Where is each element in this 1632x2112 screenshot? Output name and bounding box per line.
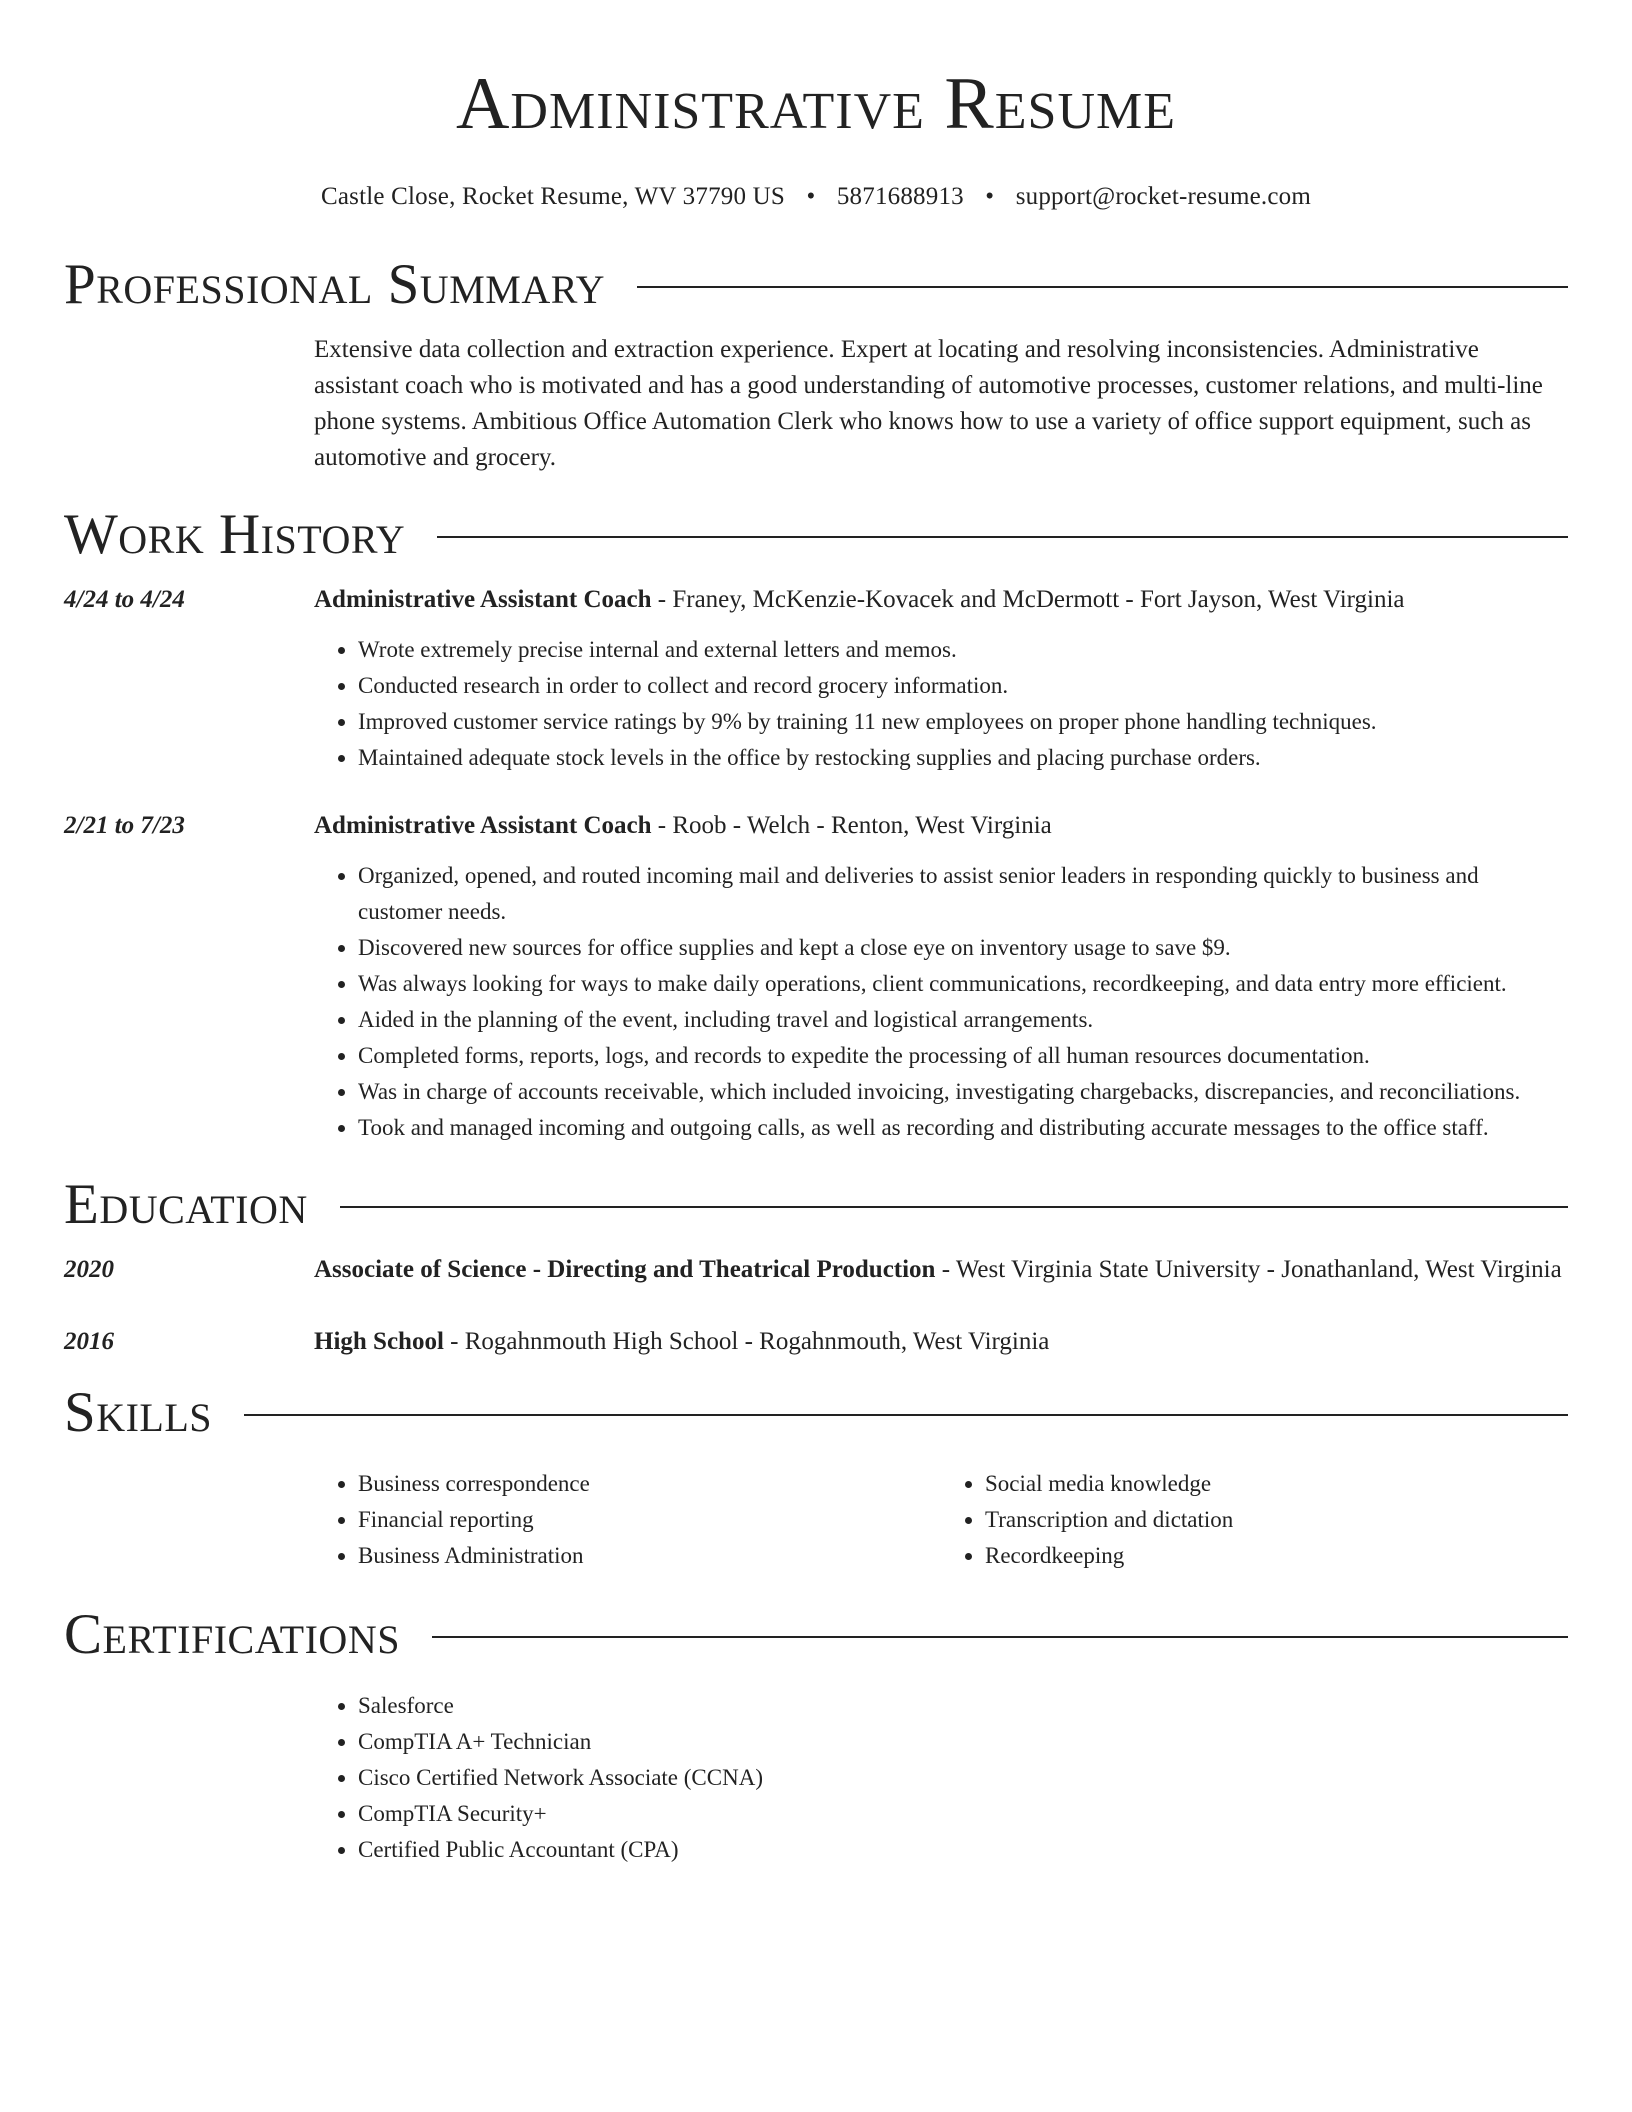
list-item: • Organized, opened, and routed incoming mail and deliveries to assist senior leaders in responding quickly to business and customer needs. <box>358 858 1568 930</box>
education-section-header <box>64 1172 1568 1238</box>
list-item: • Was always looking for ways to make daily operations, client communications, recordkeeping, and data entry more efficient. <box>358 966 1568 1002</box>
education-degree: High School <box>314 1328 444 1355</box>
list-item: • Discovered new sources for office supplies and kept a close eye on inventory usage to save $9. <box>358 930 1568 966</box>
contact-line <box>64 180 1568 214</box>
certifications-list <box>314 1688 1568 1868</box>
list-item: • Salesforce <box>358 1688 1568 1724</box>
education-entry <box>64 1324 1568 1360</box>
list-item: • CompTIA Security+ <box>358 1796 1568 1832</box>
job-entry <box>64 808 1568 1146</box>
summary-row <box>64 332 1568 476</box>
education-year: 2020 <box>64 1256 114 1283</box>
education-degree: Associate of Science - Directing and Theatrical Production <box>314 1256 936 1283</box>
contact-email: support@rocket-resume.com <box>1015 183 1311 210</box>
education-heading: Education <box>64 1173 308 1236</box>
work-heading: Work History <box>64 503 406 566</box>
summary-heading: Professional Summary <box>64 253 606 316</box>
summary-text: Extensive data collection and extraction experience. Expert at locating and resolving inconsistencies. Administrative assistant coach who is motivated and has a good understanding of automotive processes, customer relations, and multi-line phone systems. Ambitious Office Automation Clerk who knows how to use a variety of office support equipment, such as automotive and grocery. <box>314 336 1543 471</box>
skills-list-right <box>941 1466 1568 1574</box>
summary-section-header <box>64 252 1568 318</box>
contact-separator: • <box>806 183 816 210</box>
list-item: • CompTIA A+ Technician <box>358 1724 1568 1760</box>
contact-separator: • <box>985 183 995 210</box>
list-item: • Wrote extremely precise internal and external letters and memos. <box>358 632 1568 668</box>
list-item: • Conducted research in order to collect and record grocery information. <box>358 668 1568 704</box>
education-year: 2016 <box>64 1328 114 1355</box>
job-title: Administrative Assistant Coach <box>314 586 652 613</box>
list-item: • Completed forms, reports, logs, and records to expedite the processing of all human resources documentation. <box>358 1038 1568 1074</box>
list-item: • Maintained adequate stock levels in the office by restocking supplies and placing purchase orders. <box>358 740 1568 776</box>
contact-phone: 5871688913 <box>836 183 964 210</box>
list-item: • Improved customer service ratings by 9% by training 11 new employees on proper phone handling techniques. <box>358 704 1568 740</box>
list-item: • Was in charge of accounts receivable, which included invoicing, investigating chargebacks, discrepancies, and reconciliations. <box>358 1074 1568 1110</box>
certifications-row <box>64 1688 1568 1868</box>
contact-address: Castle Close, Rocket Resume, WV 37790 US <box>320 183 785 210</box>
certifications-section-header <box>64 1602 1568 1668</box>
section-divider <box>432 1636 1568 1638</box>
skills-row <box>64 1466 1568 1574</box>
section-divider <box>340 1206 1568 1208</box>
work-section-header <box>64 502 1568 568</box>
job-bullets <box>314 632 1568 776</box>
education-entry <box>64 1252 1568 1288</box>
job-details: - Roob - Welch - Renton, West Virginia <box>651 812 1052 839</box>
list-item: • Certified Public Accountant (CPA) <box>358 1832 1568 1868</box>
resume-title: Administrative Resume <box>455 63 1177 145</box>
education-details: - West Virginia State University - Jonathanland, West Virginia <box>935 1256 1562 1283</box>
list-item: • Business correspondence <box>358 1466 941 1502</box>
section-divider <box>637 286 1568 288</box>
job-bullets <box>314 858 1568 1146</box>
job-entry <box>64 582 1568 776</box>
job-title: Administrative Assistant Coach <box>314 812 652 839</box>
skills-section-header <box>64 1380 1568 1446</box>
list-item: • Recordkeeping <box>985 1538 1568 1574</box>
job-details: - Franey, McKenzie-Kovacek and McDermott - Fort Jayson, West Virginia <box>651 586 1405 613</box>
list-item: • Took and managed incoming and outgoing calls, as well as recording and distributing accurate messages to the office staff. <box>358 1110 1568 1146</box>
section-divider <box>437 536 1568 538</box>
list-item: • Cisco Certified Network Associate (CCNA) <box>358 1760 1568 1796</box>
list-item: • Social media knowledge <box>985 1466 1568 1502</box>
certifications-heading: Certifications <box>64 1603 400 1666</box>
job-dates: 4/24 to 4/24 <box>64 586 185 613</box>
job-dates: 2/21 to 7/23 <box>64 812 185 839</box>
list-item: • Financial reporting <box>358 1502 941 1538</box>
skills-list-left <box>314 1466 941 1574</box>
list-item: • Aided in the planning of the event, including travel and logistical arrangements. <box>358 1002 1568 1038</box>
skills-heading: Skills <box>64 1381 213 1444</box>
list-item: • Business Administration <box>358 1538 941 1574</box>
education-details: - Rogahnmouth High School - Rogahnmouth, West Virginia <box>443 1328 1050 1355</box>
section-divider <box>244 1414 1568 1416</box>
list-item: • Transcription and dictation <box>985 1502 1568 1538</box>
